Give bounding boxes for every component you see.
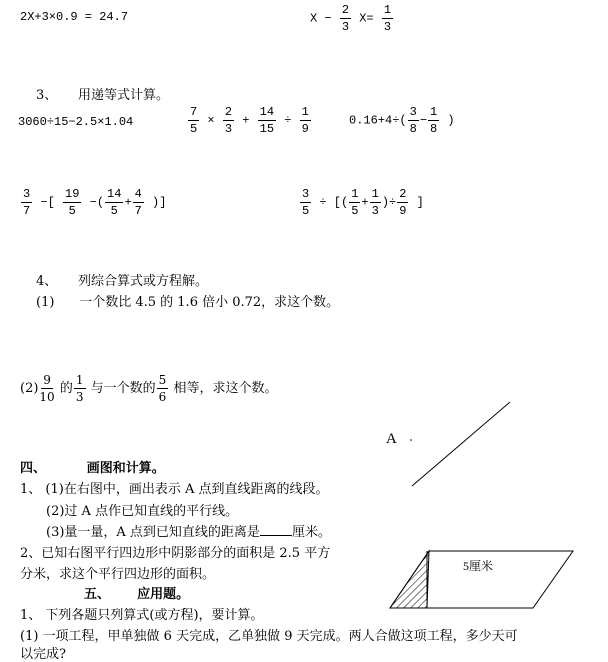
calc-5: $\frac{3}{5}$ ÷ [( $\frac{1}{5}$ + $\frac{1}{3}$ )÷ $\frac{2}{9}$ ] (302, 187, 424, 218)
equation-1: 2X+3×0.9 = 24.7 (20, 10, 129, 24)
calc-4: $\frac{3}{7}$ −[ $\frac{19}{5}$ −( $\frac{14}{5}$ + $\frac{4}{7}$ )] (23, 187, 167, 218)
application-problem-1-line-1: (1) 一项工程，甲单独做 6 天完成，乙单独做 9 天完成。两人合做这项工程，多少天可 (20, 629, 518, 644)
part-5-heading: 五、 应用题。 (84, 587, 190, 602)
point-a-label: A (386, 431, 397, 447)
calc-3: 0.16+4÷( $\frac{3}{8}$ − $\frac{1}{8}$ ) (349, 105, 455, 136)
equation-2: X − $\frac{2}{3}$ X= $\frac{1}{3}$ (310, 3, 392, 34)
application-task-1: 1、 下列各题只列算式(或方程)，要计算。 (20, 608, 264, 623)
draw-task-2: (2)过 A 点作已知直线的平行线。 (46, 504, 239, 519)
draw-task-3: (3)量一量，A 点到已知直线的距离是 厘米。 (46, 525, 331, 540)
application-problem-1-line-2: 以完成? (20, 647, 66, 662)
section-4-heading: 4、 列综合算式或方程解。 (36, 274, 208, 289)
parallelogram-label: 5厘米 (463, 559, 494, 573)
problem-2: (2) $\frac{9}{10}$ 的 $\frac{1}{3}$ 与一个数的 $\frac{5}{6}$ 相等，求这个数。 (20, 373, 278, 404)
given-line (412, 402, 510, 486)
section-3-heading: 3、 用递等式计算。 (36, 88, 169, 103)
calc-2: $\frac{7}{5}$ × $\frac{2}{3}$ + $\frac{14}{15}$ ÷ $\frac{1}{9}$ (190, 105, 309, 136)
area-task-line-1: 2、已知右图平行四边形中阴影部分的面积是 2.5 平方 (20, 546, 331, 561)
point-a (410, 439, 412, 441)
draw-task-1: 1、 (1)在右图中，画出表示 A 点到直线距离的线段。 (20, 482, 329, 497)
calc-1: 3060÷15−2.5×1.04 (18, 115, 134, 129)
problem-1: (1) 一个数比 4.5 的 1.6 倍小 0.72，求这个数。 (36, 295, 340, 310)
area-task-line-2: 分米，求这个平行四边形的面积。 (20, 567, 216, 582)
part-4-heading: 四、 画图和计算。 (20, 461, 165, 476)
